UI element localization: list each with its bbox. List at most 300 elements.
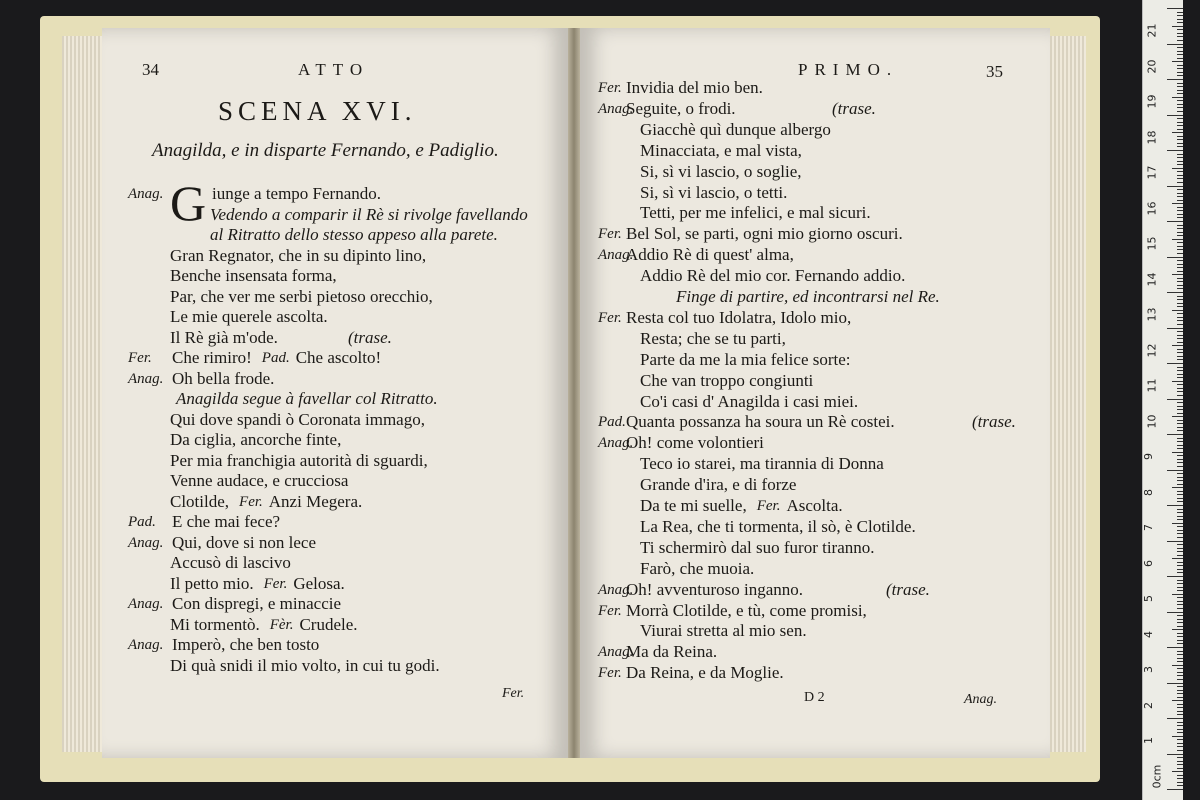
speaker-label: Pad. (128, 514, 156, 530)
ruler-tick (1177, 537, 1183, 538)
ruler-tick (1177, 722, 1183, 723)
ruler-tick (1177, 402, 1183, 403)
verse-line: Seguite, o frodi. (626, 98, 736, 118)
aside-direction: (trase. (832, 98, 876, 118)
ruler-tick (1177, 459, 1183, 460)
ruler-tick (1177, 68, 1183, 69)
ruler-tick (1167, 505, 1183, 506)
ruler-tick (1167, 718, 1183, 719)
drop-cap: G (170, 175, 207, 231)
verse-line: Invidia del mio ben. (626, 78, 763, 97)
ruler-tick (1177, 161, 1183, 162)
ruler-tick (1167, 328, 1183, 329)
speaker-label: Fer. (598, 226, 622, 243)
ruler-tick (1177, 750, 1183, 751)
ruler-tick (1177, 335, 1183, 336)
ruler-tick (1172, 61, 1183, 62)
ruler-tick (1177, 29, 1183, 30)
ruler-tick (1172, 452, 1183, 453)
ruler-tick (1177, 320, 1183, 321)
ruler-tick (1177, 555, 1183, 556)
ruler-tick (1172, 665, 1183, 666)
verse-line: Giacchè quì dunque albergo (640, 119, 831, 139)
ruler-tick (1177, 668, 1183, 669)
verse-line: Il petto mio. (170, 573, 254, 593)
ruler-tick (1177, 278, 1183, 279)
ruler-tick (1177, 569, 1183, 570)
ruler-tick (1177, 729, 1183, 730)
ruler-tick (1177, 171, 1183, 172)
ruler-tick (1177, 679, 1183, 680)
verse-line: iunge a tempo Fernando. (212, 184, 382, 203)
ruler-tick (1177, 658, 1183, 659)
ruler-tick (1177, 377, 1183, 378)
ruler-tick (1177, 299, 1183, 300)
ruler-tick (1177, 675, 1183, 676)
ruler-tick (1177, 501, 1183, 502)
ruler-tick (1177, 306, 1183, 307)
ruler-tick (1177, 288, 1183, 289)
stage-direction: Anagilda segue à favellar col Ritratto. (176, 389, 438, 408)
ruler-tick (1177, 388, 1183, 389)
ruler-tick (1177, 512, 1183, 513)
right-page-edges (1050, 36, 1086, 752)
verse-line: Par, che ver me serbi pietoso orecchio, (170, 286, 433, 306)
ruler-tick (1177, 342, 1183, 343)
ruler-tick (1177, 427, 1183, 428)
ruler-tick (1177, 267, 1183, 268)
ruler-tick (1177, 175, 1183, 176)
speaker-label: Anag. (598, 100, 634, 117)
ruler-tick (1177, 47, 1183, 48)
ruler-number: 18 (1145, 130, 1159, 144)
ruler-tick (1177, 164, 1183, 165)
ruler-tick (1167, 257, 1183, 258)
verse-line: Minacciata, e mal vista, (640, 140, 802, 160)
ruler-number: 15 (1145, 236, 1159, 251)
ruler-tick (1177, 622, 1183, 623)
ruler-tick (1172, 771, 1183, 772)
speaker-label: Fer. (598, 602, 622, 619)
ruler-tick (1177, 225, 1183, 226)
ruler-tick (1167, 8, 1183, 9)
ruler-tick (1167, 79, 1183, 80)
ruler-tick (1167, 221, 1183, 222)
left-running-head: ATTO (298, 60, 370, 79)
verse-line: Per mia franchigia autorità di sguardi, (170, 450, 428, 470)
verse-line: Benche insensata forma, (170, 266, 337, 285)
ruler-tick (1177, 768, 1183, 769)
ruler-tick (1177, 58, 1183, 59)
verse-line: Le mie querele ascolta. (170, 307, 328, 326)
verse-line: Imperò, che ben tosto (172, 635, 320, 654)
ruler-tick (1172, 310, 1183, 311)
ruler-tick (1177, 242, 1183, 243)
ruler-tick (1172, 487, 1183, 488)
ruler-number: 1 (1142, 737, 1155, 744)
ruler-tick (1167, 470, 1183, 471)
ruler-tick (1177, 104, 1183, 105)
verse-line: Teco io starei, ma tirannia di Donna (640, 454, 884, 474)
ruler-tick (1177, 764, 1183, 765)
ruler-tick (1177, 122, 1183, 123)
speaker-label: Anag. (598, 644, 634, 661)
ruler-tick (1167, 115, 1183, 116)
ruler-tick (1177, 281, 1183, 282)
right-page-number: 35 (986, 62, 1003, 81)
speaker-label: Anag. (598, 247, 634, 264)
ruler-tick (1177, 580, 1183, 581)
verse-line: Crudele. (299, 614, 358, 634)
ruler-tick (1177, 406, 1183, 407)
verse-line: Farò, che muoia. (640, 558, 755, 578)
ruler-tick (1177, 90, 1183, 91)
verse-line: Resta; che se tu parti, (640, 328, 786, 348)
verse-line: Clotilde, (170, 491, 230, 511)
ruler-tick (1177, 146, 1183, 147)
ruler-tick (1172, 381, 1183, 382)
speaker-label: Fer. (598, 665, 622, 682)
ruler-number: 9 (1142, 453, 1155, 460)
ruler-tick (1177, 633, 1183, 634)
speaker-label: Anag. (128, 534, 164, 551)
ruler-tick (1177, 210, 1183, 211)
ruler-tick (1177, 228, 1183, 229)
ruler-tick (1177, 395, 1183, 396)
ruler-tick (1177, 530, 1183, 531)
stage-direction: Vedendo a comparir il Rè si rivolge favellando (210, 204, 528, 224)
ruler-tick (1177, 757, 1183, 758)
ruler-tick (1177, 448, 1183, 449)
ruler-tick (1177, 107, 1183, 108)
speaker-label: Anag. (128, 370, 164, 387)
ruler-tick (1172, 558, 1183, 559)
ruler-tick (1177, 51, 1183, 52)
ruler-tick (1167, 647, 1183, 648)
speaker-label: Pad. (598, 414, 626, 431)
ruler-tick (1177, 707, 1183, 708)
ruler-tick (1177, 672, 1183, 673)
ruler-number: 17 (1145, 165, 1159, 180)
verse-line: Che ascolto! (295, 348, 382, 367)
ruler-tick (1172, 97, 1183, 98)
aside-direction: (trase. (886, 579, 930, 599)
ruler-tick (1177, 583, 1183, 584)
ruler-tick (1177, 367, 1183, 368)
ruler-number: 11 (1145, 378, 1159, 393)
ruler-tick (1177, 331, 1183, 332)
ruler-tick (1177, 761, 1183, 762)
verse-line: Anzi Megera. (268, 491, 363, 511)
ruler-tick (1177, 136, 1183, 137)
speaker-label: Anag. (598, 435, 634, 452)
verse-line: Quanta possanza ha soura un Rè costei. (626, 412, 895, 432)
ruler-tick (1177, 352, 1183, 353)
verse-line: Oh! avventuroso inganno. (626, 579, 804, 599)
ruler-tick (1177, 782, 1183, 783)
left-page-edges (62, 36, 102, 752)
ruler-tick (1177, 498, 1183, 499)
signature-mark: D 2 (804, 690, 825, 705)
speaker-label: Fer. (239, 493, 263, 510)
ruler-tick (1177, 615, 1183, 616)
ruler-tick (1177, 686, 1183, 687)
verse-line: Di quà snidi il mio volto, in cui tu godi. (170, 655, 440, 675)
ruler-tick (1177, 654, 1183, 655)
ruler-tick (1177, 217, 1183, 218)
ruler-tick (1177, 551, 1183, 552)
ruler-tick (1177, 494, 1183, 495)
ruler-tick (1177, 193, 1183, 194)
ruler-number: 21 (1145, 23, 1159, 38)
ruler-number: 6 (1142, 559, 1155, 567)
ruler-tick (1177, 86, 1183, 87)
verse-line: Gelosa. (293, 573, 345, 593)
ruler-tick (1167, 576, 1183, 577)
ruler-tick (1177, 651, 1183, 652)
stage-direction: Finge di partire, ed incontrarsi nel Re. (676, 287, 940, 306)
ruler-tick (1177, 597, 1183, 598)
ruler-tick (1177, 100, 1183, 101)
left-catchword: Fer. (502, 686, 525, 701)
ruler-tick (1177, 200, 1183, 201)
ruler-tick (1177, 562, 1183, 563)
ruler-tick (1177, 739, 1183, 740)
ruler-tick (1177, 54, 1183, 55)
ruler-tick (1177, 643, 1183, 644)
ruler-tick (1177, 480, 1183, 481)
ruler-tick (1172, 203, 1183, 204)
ruler-tick (1177, 746, 1183, 747)
speaker-label: Fèr. (269, 616, 294, 633)
verse-line: Che van troppo congiunti (640, 370, 814, 390)
ruler-tick (1177, 253, 1183, 254)
ruler-tick (1177, 636, 1183, 637)
ruler-tick (1167, 434, 1183, 435)
ruler-tick (1177, 714, 1183, 715)
ruler-number: 13 (1145, 307, 1159, 322)
ruler-tick (1172, 523, 1183, 524)
ruler-tick (1177, 441, 1183, 442)
ruler-tick (1167, 754, 1183, 755)
ruler-tick (1177, 484, 1183, 485)
ruler-tick (1177, 249, 1183, 250)
ruler-tick (1177, 303, 1183, 304)
ruler-number: 2 (1142, 701, 1155, 709)
ruler-tick (1177, 36, 1183, 37)
ruler-tick (1177, 235, 1183, 236)
ruler-tick (1177, 711, 1183, 712)
verse-line: Ma da Reina. (626, 642, 718, 662)
verse-line: Ti schermirò dal suo furor tiranno. (640, 537, 875, 557)
verse-line: Oh! come volontieri (626, 433, 764, 453)
ruler-number: 19 (1145, 94, 1159, 109)
ruler-tick (1177, 271, 1183, 272)
ruler-tick (1177, 178, 1183, 179)
verse-line: Si, sì vi lascio, o tetti. (640, 182, 788, 202)
ruler-tick (1177, 317, 1183, 318)
speaker-label: Fer. (263, 575, 288, 592)
verse-line: Mi tormentò. (170, 614, 260, 634)
ruler-number: 10 (1145, 414, 1159, 428)
ruler-tick (1177, 324, 1183, 325)
ruler-tick (1167, 44, 1183, 45)
ruler-tick (1177, 533, 1183, 534)
verse-line: Si, sì vi lascio, o soglie, (640, 161, 802, 181)
ruler-tick (1177, 264, 1183, 265)
verse-line: La Rea, che ti tormenta, il sò, è Clotilde. (640, 516, 916, 536)
ruler-tick (1177, 608, 1183, 609)
ruler-tick (1167, 363, 1183, 364)
ruler-tick (1177, 214, 1183, 215)
ruler-tick (1177, 743, 1183, 744)
ruler-tick (1177, 785, 1183, 786)
ruler-tick (1172, 274, 1183, 275)
ruler-tick (1177, 349, 1183, 350)
verse-line: E che mai fece? (172, 512, 281, 531)
ruler-tick (1177, 72, 1183, 73)
ruler-tick (1177, 526, 1183, 527)
ruler-number: 3 (1142, 666, 1155, 673)
left-page-number: 34 (142, 60, 159, 79)
ruler-tick (1167, 292, 1183, 293)
verse-line: Addio Rè del mio cor. Fernando addio. (640, 266, 906, 286)
speaker-label: Fer. (598, 80, 622, 96)
aside-direction: (trase. (348, 327, 392, 347)
ruler-number: 5 (1142, 595, 1155, 602)
measurement-ruler (1142, 0, 1183, 800)
verse-line: Tetti, per me infelici, e mal sicuri. (640, 203, 871, 223)
ruler-tick (1172, 700, 1183, 701)
ruler-tick (1167, 541, 1183, 542)
ruler-tick (1177, 65, 1183, 66)
ruler-tick (1172, 594, 1183, 595)
ruler-tick (1172, 345, 1183, 346)
ruler-tick (1177, 420, 1183, 421)
ruler-tick (1172, 736, 1183, 737)
ruler-tick (1177, 587, 1183, 588)
ruler-tick (1177, 75, 1183, 76)
verse-line: Da Reina, e da Moglie. (626, 663, 784, 683)
ruler-tick (1177, 697, 1183, 698)
ruler-tick (1177, 455, 1183, 456)
verse-line: Qui, dove si non lece (172, 532, 316, 552)
ruler-tick (1177, 565, 1183, 566)
ruler-tick (1172, 629, 1183, 630)
verse-line: Con dispregi, e minaccie (172, 594, 342, 613)
ruler-tick (1177, 40, 1183, 41)
ruler-number: 7 (1142, 524, 1155, 531)
ruler-tick (1177, 232, 1183, 233)
ruler-tick (1167, 612, 1183, 613)
verse-line: Il Rè già m'ode. (170, 327, 278, 347)
ruler-tick (1177, 725, 1183, 726)
ruler-number: 16 (1145, 201, 1159, 215)
scene-title: SCENA XVI. (218, 96, 417, 126)
ruler-tick (1177, 491, 1183, 492)
ruler-tick (1172, 26, 1183, 27)
ruler-tick (1177, 370, 1183, 371)
ruler-tick (1177, 477, 1183, 478)
ruler-tick (1177, 189, 1183, 190)
ruler-tick (1167, 789, 1183, 790)
verse-line: Grande d'ira, e di forze (640, 475, 797, 495)
ruler-tick (1177, 182, 1183, 183)
ruler-tick (1177, 111, 1183, 112)
ruler-tick (1177, 143, 1183, 144)
speaker-label: Fer. (598, 309, 622, 326)
ruler-tick (1177, 19, 1183, 20)
ruler-tick (1177, 139, 1183, 140)
ruler-tick (1172, 416, 1183, 417)
ruler-tick (1177, 640, 1183, 641)
ruler-tick (1177, 196, 1183, 197)
ruler-tick (1177, 154, 1183, 155)
verse-line: Viurai stretta al mio sen. (640, 621, 807, 641)
ruler-tick (1177, 15, 1183, 16)
ruler-tick (1177, 693, 1183, 694)
speaker-label: Fer. (128, 350, 152, 366)
speaker-label: Anag. (128, 637, 164, 653)
ruler-number: 12 (1145, 343, 1159, 357)
scene-subtitle: Anagilda, e in disparte Fernando, e Padiglio. (152, 140, 499, 161)
verse-line: Parte da me la mia felice sorte: (640, 349, 851, 369)
ruler-tick (1177, 778, 1183, 779)
ruler-tick (1177, 157, 1183, 158)
verse-line: Resta col tuo Idolatra, Idolo mio, (626, 307, 852, 327)
ruler-number: 14 (1145, 272, 1159, 286)
ruler-tick (1177, 22, 1183, 23)
ruler-number: 20 (1145, 59, 1159, 73)
right-catchword: Anag. (964, 692, 998, 707)
ruler-tick (1177, 704, 1183, 705)
ruler-tick (1177, 601, 1183, 602)
ruler-tick (1177, 207, 1183, 208)
ruler-tick (1177, 423, 1183, 424)
verse-line: Qui dove spandi ò Coronata immago, (170, 409, 425, 429)
verse-line: Addio Rè di quest' alma, (626, 245, 794, 265)
verse-line: Da ciglia, ancorche finte, (170, 430, 342, 449)
ruler-tick (1177, 516, 1183, 517)
ruler-tick (1177, 83, 1183, 84)
verse-line: Accusò di lascivo (170, 553, 291, 572)
ruler-tick (1177, 509, 1183, 510)
verse-line: Che rimiro! (172, 348, 252, 367)
ruler-tick (1177, 296, 1183, 297)
ruler-tick (1167, 683, 1183, 684)
ruler-tick (1177, 548, 1183, 549)
ruler-tick (1177, 125, 1183, 126)
speaker-label: Anag. (128, 186, 164, 202)
ruler-tick (1177, 246, 1183, 247)
ruler-tick (1177, 544, 1183, 545)
ruler-tick (1177, 413, 1183, 414)
ruler-tick (1177, 129, 1183, 130)
ruler-tick (1177, 519, 1183, 520)
ruler-tick (1172, 239, 1183, 240)
ruler-tick (1167, 150, 1183, 151)
ruler-tick (1177, 604, 1183, 605)
ruler-tick (1177, 285, 1183, 286)
ruler-tick (1177, 409, 1183, 410)
ruler-tick (1177, 260, 1183, 261)
ruler-tick (1172, 168, 1183, 169)
aside-direction: (trase. (972, 412, 1016, 432)
ruler-tick (1177, 590, 1183, 591)
ruler-tick (1172, 132, 1183, 133)
verse-line: Bel Sol, se parti, ogni mio giorno oscuri. (626, 224, 903, 244)
verse-line: Co'i casi d' Anagilda i casi miei. (640, 391, 859, 411)
